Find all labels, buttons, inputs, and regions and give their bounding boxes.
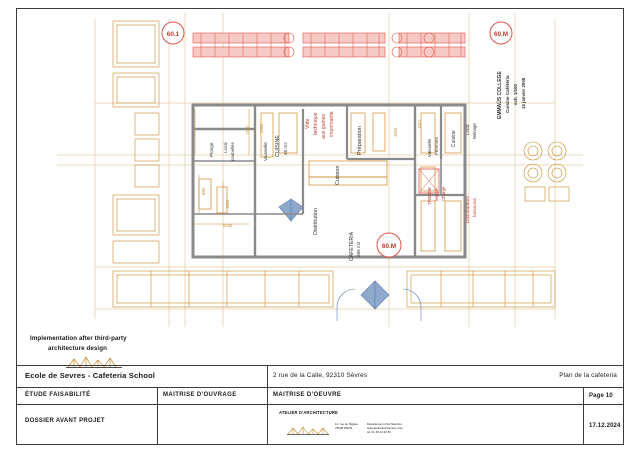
svg-text:Local: Local [223, 142, 228, 153]
agency-addr-2: 75008 PARIS [335, 426, 353, 431]
svg-text:CUISINE: CUISINE [275, 135, 281, 157]
svg-text:EMMAÜS COLLEGE: EMMAÜS COLLEGE [497, 71, 503, 119]
bottom-elevation-strip [113, 271, 555, 307]
dossier-label: DOSSIER AVANT PROJET [25, 418, 105, 424]
svg-text:Plonge: Plonge [209, 142, 214, 157]
svg-text:Cuisine: Cuisine [451, 130, 457, 147]
red-vertical-labels [305, 111, 335, 139]
floor-plan-drawing [17, 9, 623, 359]
agency-tel: tel. 01 48 44 23 52 [366, 430, 391, 435]
sheet-name: Plan de la cafeteria [559, 372, 617, 379]
tb-divider-3 [583, 387, 584, 444]
svg-text:CAFETERIA: CAFETERIA [349, 231, 355, 261]
svg-text:Cuisson: Cuisson [335, 165, 341, 185]
tb-divider-2 [267, 387, 268, 444]
svg-text:1000: 1000 [225, 199, 230, 209]
agency-web: www.atelierarchitecture.com [366, 426, 404, 431]
grid-lines [57, 13, 583, 327]
page-number: Page 10 [589, 393, 613, 399]
agency-addr-1: 12, rue de l'Église [335, 422, 358, 426]
svg-text:2200: 2200 [259, 123, 264, 133]
svg-text:Préparation: Préparation [357, 126, 363, 155]
svg-text:48 m2: 48 m2 [283, 142, 288, 155]
svg-text:ech. 1/100: ech. 1/100 [513, 84, 518, 105]
svg-text:60.M: 60.M [493, 31, 509, 38]
north-scale-block [496, 71, 526, 119]
svg-text:Charge: Charge [441, 186, 446, 201]
svg-text:1700: 1700 [245, 125, 250, 135]
agency-block [279, 410, 409, 442]
drawing-sheet [16, 8, 624, 445]
dimension-lines [195, 109, 249, 224]
svg-text:60.1: 60.1 [166, 31, 180, 38]
title-block [17, 365, 623, 444]
svg-text:Local: Local [465, 124, 470, 135]
implementation-note [30, 334, 260, 353]
agency-logo-icon [287, 424, 329, 436]
left-elevation-strip [113, 21, 159, 263]
svg-text:265 m2: 265 m2 [356, 241, 361, 257]
svg-text:Vaisselle: Vaisselle [264, 142, 269, 161]
phase-label: ÉTUDE FAISABILITÉ [25, 392, 91, 398]
red-room-labels [427, 186, 478, 223]
svg-text:15 janvier 2008: 15 janvier 2008 [521, 77, 526, 109]
note-line-2: architecture design [48, 344, 107, 352]
agency-dept: Département d'Architecture [366, 422, 402, 426]
svg-text:60.M: 60.M [381, 243, 397, 250]
svg-text:poubelles: poubelles [230, 142, 235, 161]
top-canopy-modules [193, 33, 465, 57]
svg-text:aux gaines: aux gaines [321, 113, 327, 139]
svg-text:imprimante: imprimante [329, 111, 335, 137]
tb-divider-4 [267, 365, 268, 387]
svg-text:990: 990 [201, 188, 206, 195]
agency-name: ATELIER D'ARCHITECTURE [279, 410, 338, 415]
svg-text:Distributeurs: Distributeurs [466, 196, 471, 223]
svg-text:1001: 1001 [417, 119, 422, 129]
svg-text:boissons: boissons [473, 198, 478, 217]
tb-page-sep [583, 404, 623, 405]
plan-svg [17, 9, 623, 359]
svg-text:Femmes: Femmes [434, 137, 439, 155]
project-title: Ecole de Sevres - Cafeteria School [25, 371, 156, 380]
agency-contact [335, 422, 403, 435]
svg-text:Ménage: Ménage [472, 123, 477, 139]
svg-text:Cuisine Cafétéria: Cuisine Cafétéria [505, 75, 510, 113]
note-line-1: Implementation after third-party [30, 335, 127, 342]
tb-divider-1 [157, 387, 158, 444]
right-fixtures [524, 142, 569, 201]
project-address: 2 rue de la Calle, 92310 Sèvres [273, 372, 368, 379]
svg-text:5040: 5040 [223, 223, 233, 228]
architect-label: MAITRISE D'OEUVRE [273, 392, 342, 398]
svg-text:TREMIE: TREMIE [428, 186, 433, 205]
svg-text:Vaisselle: Vaisselle [427, 138, 432, 157]
svg-text:1000: 1000 [393, 127, 398, 137]
svg-text:Vide: Vide [305, 118, 311, 129]
svg-text:technique: technique [313, 112, 319, 135]
svg-text:Monte-: Monte- [434, 187, 439, 201]
owner-label: MAITRISE D'OUVRAGE [163, 392, 237, 398]
sheet-date: 17.12.2024 [589, 423, 621, 429]
svg-text:Distribution: Distribution [313, 208, 319, 235]
door-symbols [279, 199, 389, 309]
